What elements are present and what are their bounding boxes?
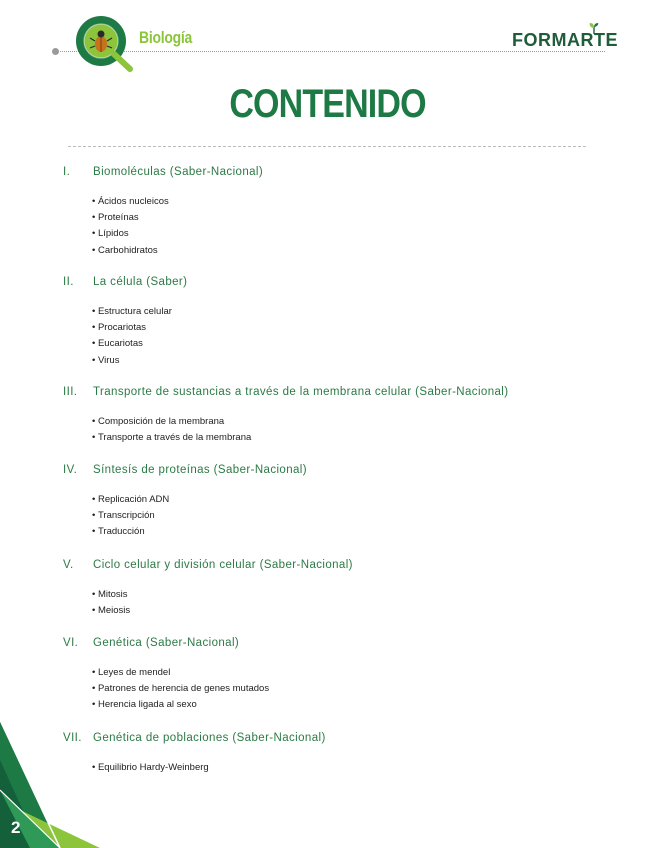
toc-section <box>63 464 623 559</box>
section-numeral: VI. <box>63 637 79 649</box>
table-of-contents <box>63 166 623 782</box>
list-item: • Proteínas <box>92 210 623 226</box>
section-heading[interactable] <box>63 637 623 655</box>
section-items <box>92 587 623 619</box>
list-item: • Equilibrio Hardy-Weinberg <box>92 760 623 776</box>
title-divider <box>68 146 586 147</box>
section-items <box>92 194 623 259</box>
toc-section <box>63 276 623 386</box>
section-title: Ciclo celular y división celular (Saber-Nacional) <box>93 559 353 571</box>
section-heading[interactable] <box>63 166 623 184</box>
list-item: • Herencia ligada al sexo <box>92 697 623 713</box>
toc-section <box>63 559 623 637</box>
section-items <box>92 492 623 541</box>
list-item: • Virus <box>92 353 623 369</box>
magnifier-beetle-icon <box>74 14 136 72</box>
section-title: Genética de poblaciones (Saber-Nacional) <box>93 732 326 744</box>
header-divider <box>55 51 605 52</box>
list-item: • Leyes de mendel <box>92 665 623 681</box>
section-heading[interactable] <box>63 559 623 577</box>
section-title: Genética (Saber-Nacional) <box>93 637 240 649</box>
list-item: • Meiosis <box>92 603 623 619</box>
list-item: • Transporte a través de la membrana <box>92 430 623 446</box>
toc-section <box>63 732 623 782</box>
brand-logo: FORMARTE <box>512 30 618 50</box>
section-numeral: II. <box>63 276 74 288</box>
section-items <box>92 760 623 776</box>
toc-section <box>63 166 623 276</box>
section-numeral: IV. <box>63 464 78 476</box>
page-title: CONTENIDO <box>229 82 426 126</box>
list-item: • Lípidos <box>92 226 623 242</box>
list-item: • Replicación ADN <box>92 492 623 508</box>
list-item: • Mitosis <box>92 587 623 603</box>
list-item: • Carbohidratos <box>92 243 623 259</box>
section-numeral: V. <box>63 559 74 571</box>
list-item: • Estructura celular <box>92 304 623 320</box>
section-numeral: I. <box>63 166 71 178</box>
list-item: • Eucariotas <box>92 336 623 352</box>
subject-label: Biología <box>139 28 193 47</box>
section-items <box>92 414 623 446</box>
list-item: • Composición de la membrana <box>92 414 623 430</box>
page-number: 2 <box>11 818 21 837</box>
list-item: • Procariotas <box>92 320 623 336</box>
sprout-icon <box>588 22 600 34</box>
section-heading[interactable] <box>63 276 623 294</box>
list-item: • Transcripción <box>92 508 623 524</box>
list-item: • Patrones de herencia de genes mutados <box>92 681 623 697</box>
section-numeral: VII. <box>63 732 82 744</box>
list-item: • Ácidos nucleicos <box>92 194 623 210</box>
toc-section <box>63 386 623 464</box>
section-title: La célula (Saber) <box>93 276 188 288</box>
section-heading[interactable] <box>63 732 623 750</box>
section-items <box>92 304 623 369</box>
section-title: Biomoléculas (Saber-Nacional) <box>93 166 264 178</box>
section-title: Síntesís de proteínas (Saber-Nacional) <box>93 464 307 476</box>
section-title: Transporte de sustancias a través de la membrana celular (Saber-Nacional) <box>93 386 509 398</box>
list-item: • Traducción <box>92 524 623 540</box>
toc-section <box>63 637 623 732</box>
section-heading[interactable] <box>63 464 623 482</box>
section-items <box>92 665 623 714</box>
section-heading[interactable] <box>63 386 623 404</box>
section-numeral: III. <box>63 386 78 398</box>
